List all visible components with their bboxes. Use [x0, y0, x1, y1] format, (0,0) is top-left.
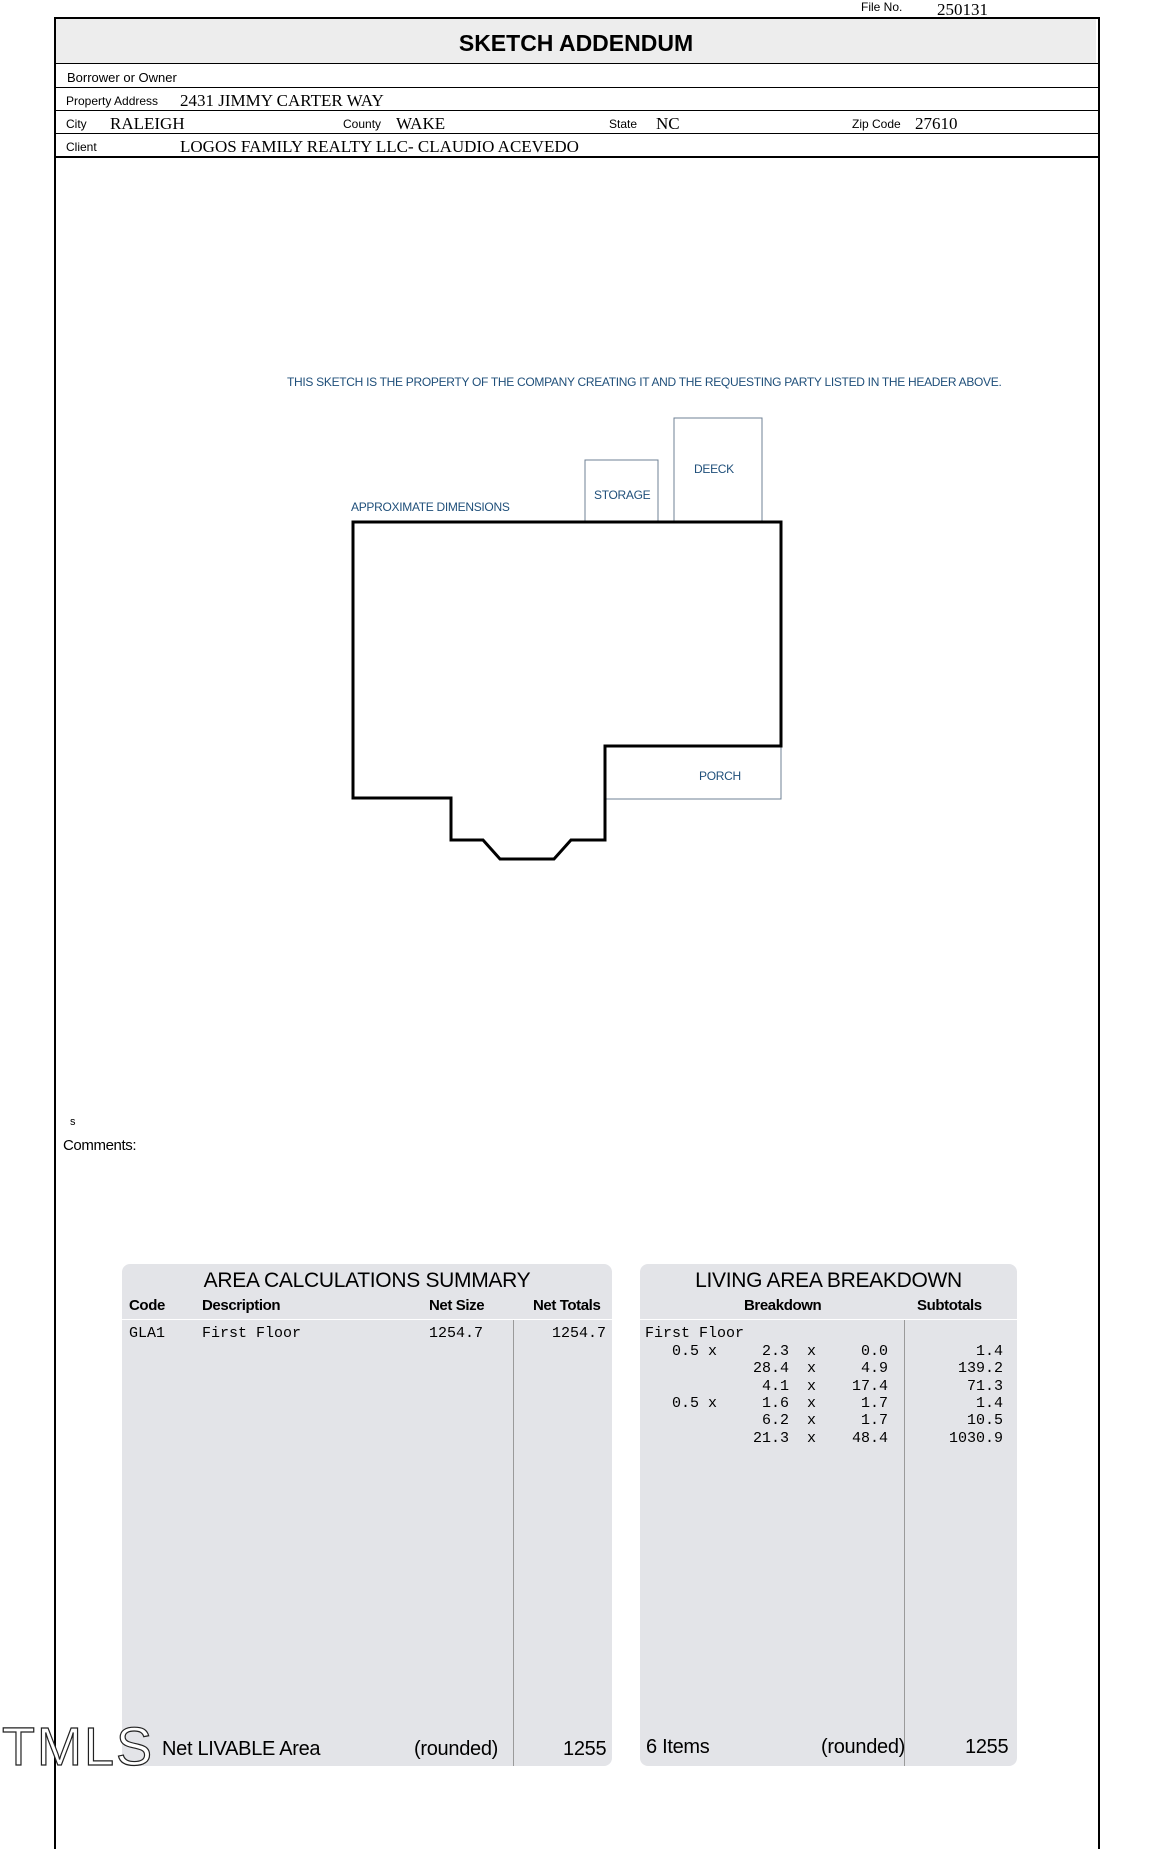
- file-no-label: File No.: [861, 0, 903, 14]
- header-separator: [122, 1319, 612, 1320]
- city-value: RALEIGH: [110, 114, 185, 133]
- header-separator: [640, 1319, 1017, 1320]
- deck-label: DEECK: [694, 462, 734, 476]
- net-livable-total: 1255: [563, 1738, 607, 1760]
- client-value: LOGOS FAMILY REALTY LLC- CLAUDIO ACEVEDO: [180, 137, 579, 156]
- col-subtotals: Subtotals: [917, 1297, 982, 1314]
- breakdown-subtotal: 139.2: [957, 1360, 1003, 1378]
- breakdown-subtotal: 1030.9: [948, 1429, 1003, 1447]
- col-code: Code: [129, 1297, 165, 1314]
- sketch-notice: THIS SKETCH IS THE PROPERTY OF THE COMPANY CREATING IT AND THE REQUESTING PARTY LISTED IN THE HEADER ABOVE.: [287, 375, 1002, 389]
- zip-label: Zip Code: [852, 117, 901, 131]
- col-description: Description: [202, 1297, 281, 1314]
- net-livable-label: Net LIVABLE Area: [162, 1738, 321, 1760]
- borrower-label: Borrower or Owner: [67, 70, 177, 85]
- state-label: State: [609, 117, 638, 131]
- breakdown-subtotal: 1.4: [975, 1343, 1003, 1360]
- breakdown-subtotal: 71.3: [966, 1377, 1003, 1395]
- row-code: GLA1: [129, 1325, 166, 1342]
- breakdown-subtotal: 1.4: [975, 1394, 1003, 1412]
- county-label: County: [343, 117, 382, 131]
- file-no: 250131: [937, 0, 988, 19]
- living-breakdown-title: LIVING AREA BREAKDOWN: [695, 1269, 962, 1292]
- col-net-totals: Net Totals: [533, 1297, 601, 1314]
- state-value: NC: [656, 114, 680, 133]
- client-label: Client: [66, 140, 97, 154]
- property-address-value: 2431 JIMMY CARTER WAY: [180, 91, 384, 110]
- porch-outline: [605, 746, 781, 799]
- breakdown-calc: 0.5 x 2.3 x 0.0: [645, 1343, 889, 1360]
- property-address-label: Property Address: [66, 94, 159, 108]
- row-net-size: 1254.7: [429, 1325, 484, 1342]
- row-net-total: 1254.7: [552, 1325, 607, 1342]
- items-count: 6 Items: [646, 1736, 710, 1758]
- floor-sketch: [0, 0, 1159, 900]
- breakdown-calc: 0.5 x 1.6 x 1.7: [645, 1394, 889, 1412]
- form-title: SKETCH ADDENDUM: [458, 30, 694, 56]
- living-area-outline: [353, 522, 781, 859]
- col-breakdown: Breakdown: [744, 1297, 822, 1314]
- breakdown-floor: First Floor: [645, 1325, 745, 1342]
- breakdown-calc: 4.1 x 17.4: [645, 1377, 889, 1395]
- storage-label: STORAGE: [594, 488, 651, 502]
- rounded-label: (rounded): [821, 1736, 906, 1758]
- column-separator: [904, 1320, 905, 1766]
- area-summary-title: AREA CALCULATIONS SUMMARY: [203, 1269, 531, 1292]
- city-label: City: [66, 117, 87, 131]
- breakdown-subtotal: 10.5: [966, 1412, 1003, 1430]
- col-net-size: Net Size: [429, 1297, 485, 1314]
- row-description: First Floor: [202, 1325, 302, 1342]
- rounded-label: (rounded): [414, 1738, 499, 1760]
- living-breakdown-panel: [640, 1264, 1017, 1766]
- breakdown-total: 1255: [965, 1736, 1009, 1758]
- comments-label: Comments:: [63, 1137, 137, 1154]
- approx-dimensions-label: APPROXIMATE DIMENSIONS: [351, 500, 510, 514]
- comments-s-mark: s: [70, 1116, 76, 1128]
- porch-label: PORCH: [699, 769, 741, 783]
- zip-value: 27610: [915, 114, 958, 133]
- mls-watermark: TMLS: [2, 1717, 155, 1777]
- county-value: WAKE: [396, 114, 446, 133]
- column-separator: [513, 1320, 514, 1766]
- breakdown-calc: 21.3 x 48.4: [645, 1429, 889, 1447]
- area-summary-panel: [122, 1264, 612, 1766]
- breakdown-calc: 6.2 x 1.7: [645, 1412, 889, 1430]
- breakdown-calc: 28.4 x 4.9: [645, 1360, 889, 1378]
